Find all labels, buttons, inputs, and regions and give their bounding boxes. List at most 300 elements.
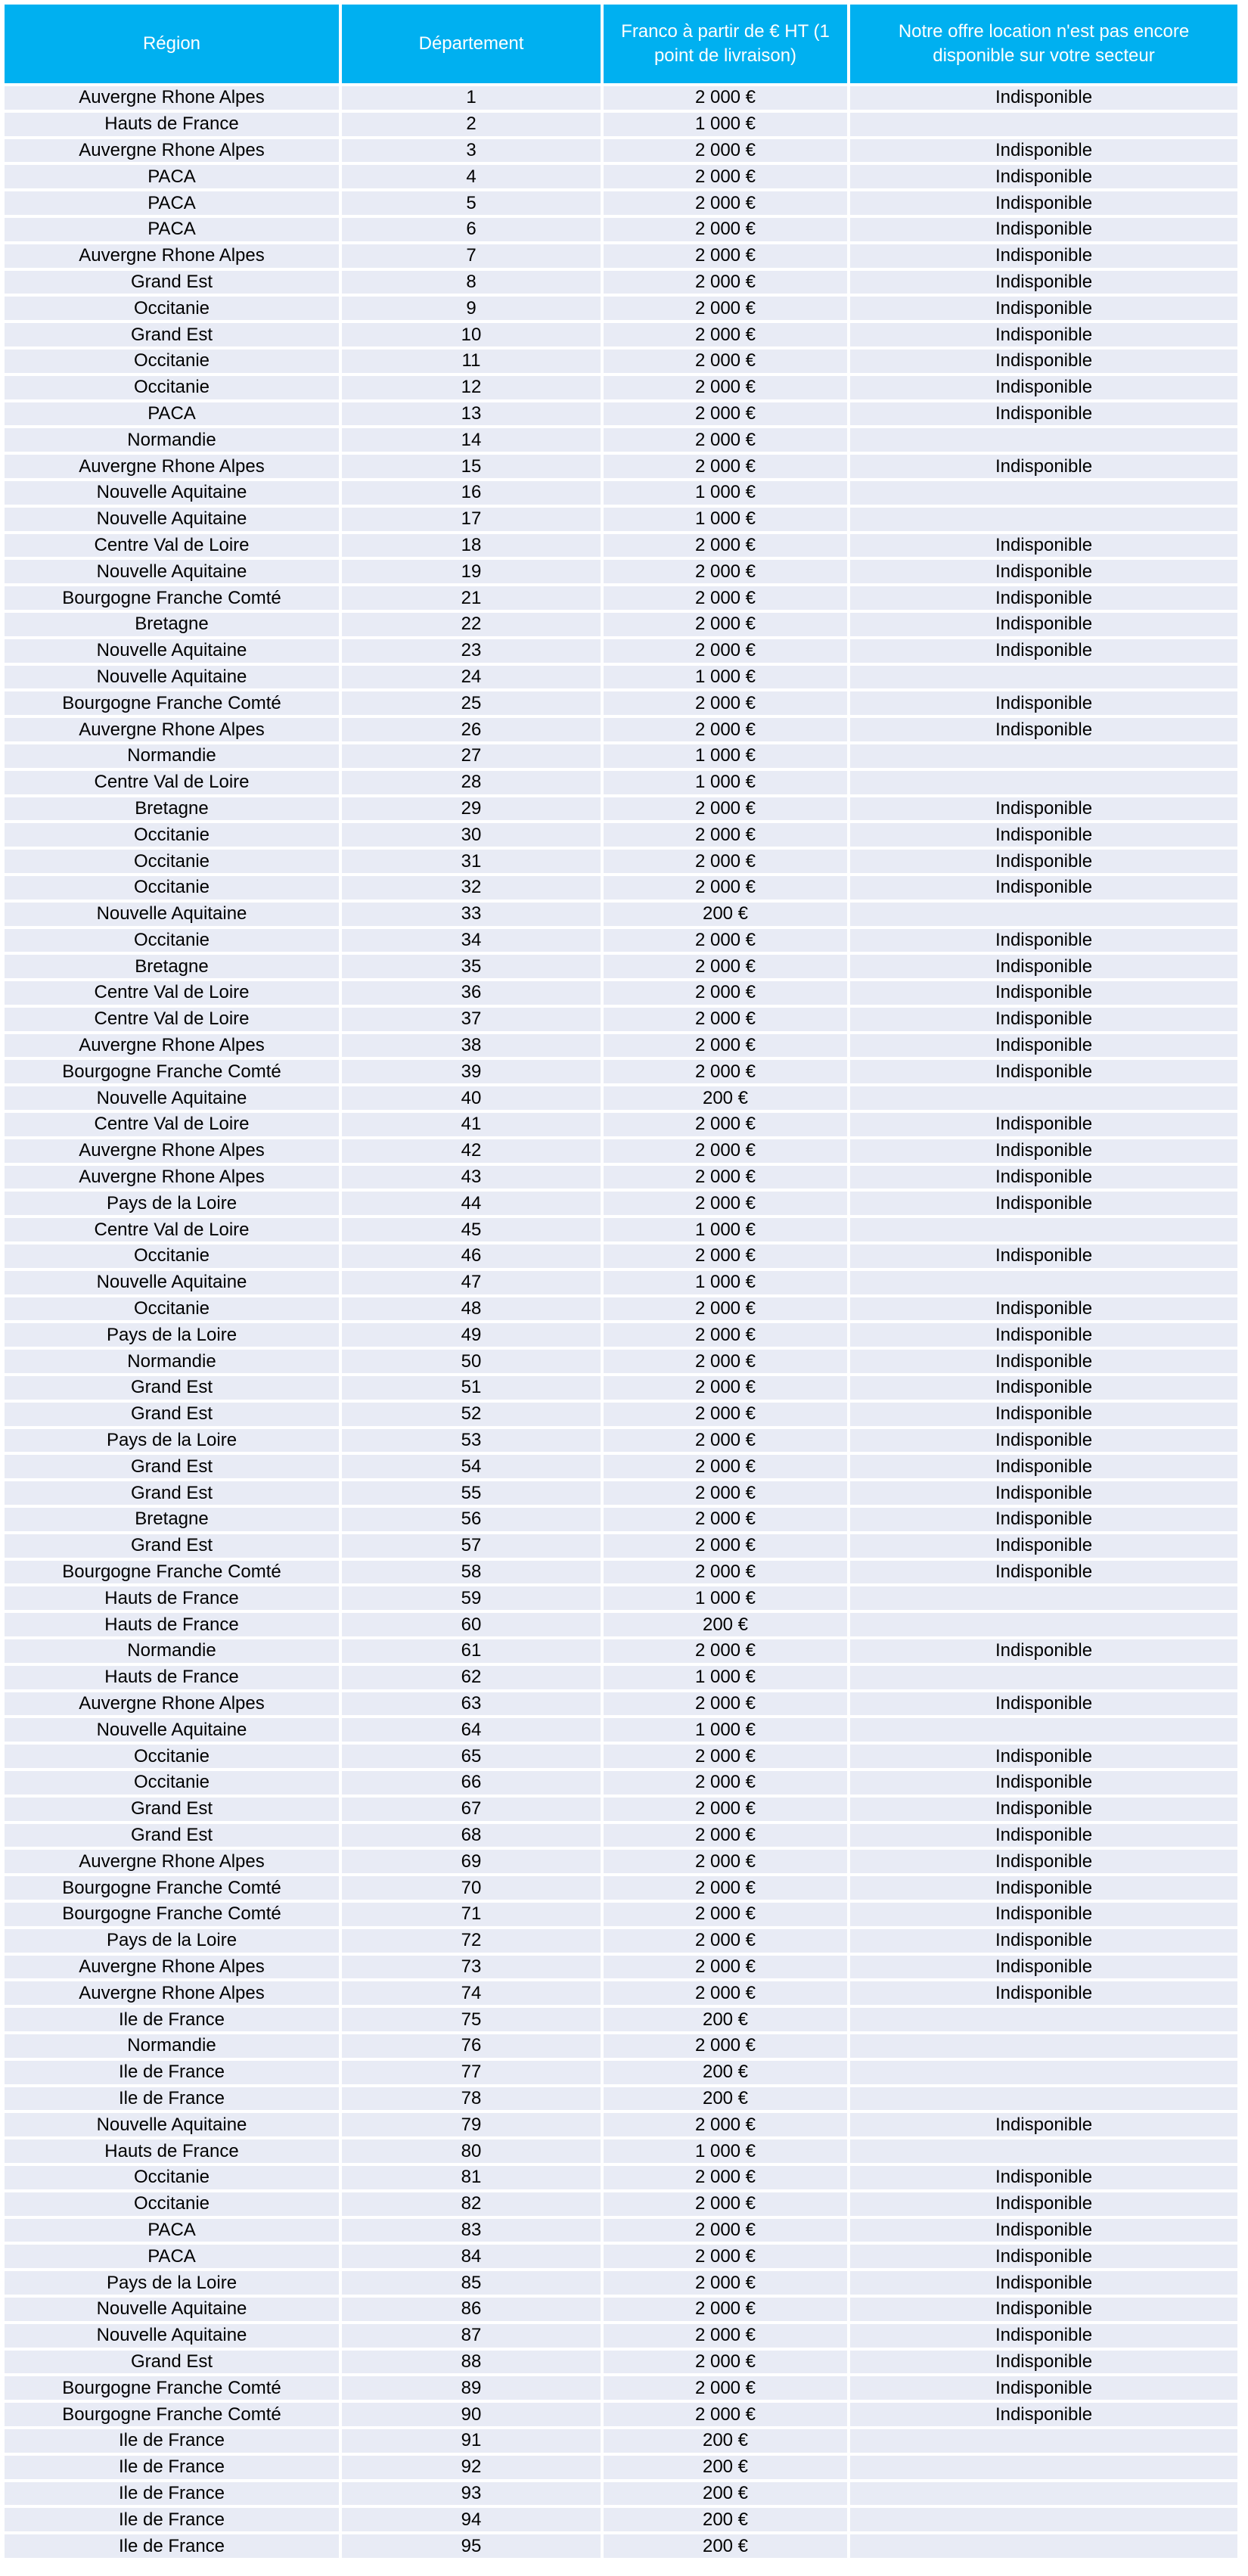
cell-region: Ile de France [5, 2061, 339, 2084]
cell-departement: 71 [342, 1903, 601, 1926]
cell-franco: 2 000 € [604, 1692, 847, 1716]
cell-region: Bretagne [5, 797, 339, 821]
table-row [5, 1271, 1237, 1294]
cell-departement: 48 [342, 1297, 601, 1321]
cell-franco: 2 000 € [604, 218, 847, 241]
table-row [5, 2482, 1237, 2506]
cell-franco: 2 000 € [604, 1455, 847, 1478]
cell-franco: 200 € [604, 2061, 847, 2084]
cell-franco: 2 000 € [604, 271, 847, 294]
cell-disponibilite: Indisponible [850, 1692, 1237, 1716]
cell-departement: 76 [342, 2034, 601, 2058]
cell-departement: 83 [342, 2219, 601, 2242]
cell-departement: 28 [342, 771, 601, 794]
cell-region: Ile de France [5, 2008, 339, 2031]
cell-departement: 38 [342, 1034, 601, 1058]
header-region: Région [5, 5, 339, 83]
cell-disponibilite: Indisponible [850, 1034, 1237, 1058]
table-row [5, 2351, 1237, 2374]
cell-departement: 66 [342, 1771, 601, 1794]
cell-disponibilite: Indisponible [850, 376, 1237, 399]
cell-disponibilite [850, 428, 1237, 452]
cell-franco: 200 € [604, 2429, 847, 2453]
cell-departement: 7 [342, 244, 601, 268]
table-row [5, 218, 1237, 241]
cell-region: Bourgogne Franche Comté [5, 1876, 339, 1900]
header-franco: Franco à partir de € HT (1 point de livraison) [604, 5, 847, 83]
cell-franco: 2 000 € [604, 2351, 847, 2374]
cell-franco: 2 000 € [604, 1981, 847, 2005]
cell-departement: 84 [342, 2245, 601, 2268]
cell-region: Auvergne Rhone Alpes [5, 1139, 339, 1163]
cell-departement: 65 [342, 1745, 601, 1768]
cell-region: Hauts de France [5, 1666, 339, 1689]
table-row [5, 481, 1237, 505]
cell-region: Normandie [5, 428, 339, 452]
cell-franco: 2 000 € [604, 2034, 847, 2058]
cell-region: Occitanie [5, 929, 339, 952]
cell-departement: 37 [342, 1008, 601, 1031]
cell-franco: 2 000 € [604, 428, 847, 452]
cell-franco: 2 000 € [604, 1639, 847, 1663]
cell-franco: 2 000 € [604, 1166, 847, 1189]
cell-disponibilite: Indisponible [850, 1139, 1237, 1163]
cell-franco: 2 000 € [604, 929, 847, 952]
cell-departement: 43 [342, 1166, 601, 1189]
cell-departement: 25 [342, 691, 601, 715]
cell-region: Nouvelle Aquitaine [5, 1086, 339, 1110]
cell-departement: 52 [342, 1403, 601, 1426]
cell-region: Pays de la Loire [5, 1323, 339, 1347]
cell-departement: 12 [342, 376, 601, 399]
cell-disponibilite [850, 1666, 1237, 1689]
table-row [5, 666, 1237, 689]
cell-departement: 21 [342, 586, 601, 610]
cell-region: Grand Est [5, 1403, 339, 1426]
cell-disponibilite: Indisponible [850, 1561, 1237, 1584]
cell-franco: 2 000 € [604, 1060, 847, 1083]
cell-franco: 2 000 € [604, 534, 847, 558]
cell-region: Occitanie [5, 1297, 339, 1321]
cell-disponibilite [850, 508, 1237, 531]
table-row [5, 1771, 1237, 1794]
cell-region: Nouvelle Aquitaine [5, 1718, 339, 1742]
cell-franco: 2 000 € [604, 981, 847, 1005]
table-row [5, 2113, 1237, 2136]
cell-departement: 77 [342, 2061, 601, 2084]
table-row [5, 1429, 1237, 1453]
cell-disponibilite: Indisponible [850, 1956, 1237, 1979]
cell-departement: 85 [342, 2271, 601, 2295]
cell-region: Bourgogne Franche Comté [5, 1903, 339, 1926]
cell-region: Auvergne Rhone Alpes [5, 139, 339, 163]
cell-franco: 2 000 € [604, 1561, 847, 1584]
cell-region: Centre Val de Loire [5, 1008, 339, 1031]
cell-disponibilite: Indisponible [850, 1824, 1237, 1847]
cell-franco: 2 000 € [604, 376, 847, 399]
cell-franco: 2 000 € [604, 955, 847, 978]
cell-disponibilite [850, 903, 1237, 926]
table-row [5, 2008, 1237, 2031]
cell-departement: 73 [342, 1956, 601, 1979]
cell-disponibilite [850, 2008, 1237, 2031]
cell-franco: 2 000 € [604, 191, 847, 215]
cell-franco: 2 000 € [604, 1008, 847, 1031]
cell-disponibilite: Indisponible [850, 534, 1237, 558]
cell-franco: 2 000 € [604, 1824, 847, 1847]
table-header [5, 5, 1237, 83]
table-row [5, 2166, 1237, 2189]
cell-disponibilite [850, 113, 1237, 136]
cell-franco: 2 000 € [604, 1297, 847, 1321]
cell-region: Bourgogne Franche Comté [5, 2376, 339, 2400]
cell-region: Centre Val de Loire [5, 981, 339, 1005]
cell-departement: 13 [342, 402, 601, 426]
cell-region: Hauts de France [5, 2139, 339, 2163]
cell-departement: 24 [342, 666, 601, 689]
cell-disponibilite: Indisponible [850, 560, 1237, 583]
cell-region: Auvergne Rhone Alpes [5, 1981, 339, 2005]
table-row [5, 2245, 1237, 2268]
cell-disponibilite: Indisponible [850, 297, 1237, 320]
cell-franco: 1 000 € [604, 666, 847, 689]
table-row [5, 1218, 1237, 1241]
cell-franco: 200 € [604, 2482, 847, 2506]
cell-franco: 2 000 € [604, 1403, 847, 1426]
cell-departement: 9 [342, 297, 601, 320]
cell-franco: 2 000 € [604, 1534, 847, 1558]
cell-disponibilite: Indisponible [850, 1508, 1237, 1531]
table-row [5, 744, 1237, 768]
header-row [5, 5, 1237, 83]
cell-franco: 2 000 € [604, 1903, 847, 1926]
table-row [5, 350, 1237, 373]
cell-disponibilite: Indisponible [850, 2245, 1237, 2268]
cell-region: Auvergne Rhone Alpes [5, 1850, 339, 1873]
cell-franco: 2 000 € [604, 1350, 847, 1373]
cell-franco: 200 € [604, 2087, 847, 2111]
cell-franco: 1 000 € [604, 113, 847, 136]
cell-disponibilite: Indisponible [850, 2271, 1237, 2295]
cell-departement: 72 [342, 1929, 601, 1953]
cell-region: Nouvelle Aquitaine [5, 903, 339, 926]
cell-departement: 61 [342, 1639, 601, 1663]
cell-franco: 2 000 € [604, 1850, 847, 1873]
table-row [5, 1718, 1237, 1742]
cell-franco: 1 000 € [604, 1218, 847, 1241]
cell-region: Normandie [5, 2034, 339, 2058]
cell-franco: 2 000 € [604, 86, 847, 110]
cell-disponibilite [850, 2034, 1237, 2058]
cell-disponibilite [850, 1271, 1237, 1294]
cell-departement: 91 [342, 2429, 601, 2453]
cell-franco: 2 000 € [604, 1956, 847, 1979]
cell-region: Pays de la Loire [5, 1429, 339, 1453]
cell-departement: 75 [342, 2008, 601, 2031]
cell-disponibilite: Indisponible [850, 2113, 1237, 2136]
cell-departement: 27 [342, 744, 601, 768]
cell-disponibilite: Indisponible [850, 586, 1237, 610]
cell-franco: 2 000 € [604, 297, 847, 320]
table-row [5, 2429, 1237, 2453]
cell-franco: 2 000 € [604, 823, 847, 847]
cell-disponibilite [850, 1218, 1237, 1241]
cell-region: Occitanie [5, 297, 339, 320]
cell-region: Grand Est [5, 1455, 339, 1478]
table-row [5, 929, 1237, 952]
cell-region: Auvergne Rhone Alpes [5, 86, 339, 110]
table-row [5, 903, 1237, 926]
cell-region: PACA [5, 2219, 339, 2242]
cell-franco: 2 000 € [604, 1508, 847, 1531]
cell-disponibilite: Indisponible [850, 1429, 1237, 1453]
cell-departement: 4 [342, 165, 601, 188]
cell-departement: 54 [342, 1455, 601, 1478]
cell-franco: 2 000 € [604, 1376, 847, 1400]
cell-departement: 16 [342, 481, 601, 505]
table-row [5, 876, 1237, 900]
cell-departement: 15 [342, 455, 601, 478]
cell-departement: 95 [342, 2534, 601, 2558]
cell-region: Normandie [5, 1350, 339, 1373]
cell-disponibilite: Indisponible [850, 929, 1237, 952]
table-row [5, 1323, 1237, 1347]
table-row [5, 1929, 1237, 1953]
cell-franco: 2 000 € [604, 402, 847, 426]
cell-departement: 1 [342, 86, 601, 110]
cell-departement: 35 [342, 955, 601, 978]
cell-region: Bretagne [5, 613, 339, 636]
cell-region: Auvergne Rhone Alpes [5, 1166, 339, 1189]
table-row [5, 244, 1237, 268]
cell-region: Bourgogne Franche Comté [5, 2403, 339, 2426]
cell-region: Nouvelle Aquitaine [5, 1271, 339, 1294]
cell-disponibilite: Indisponible [850, 955, 1237, 978]
header-departement: Département [342, 5, 601, 83]
table-row [5, 165, 1237, 188]
cell-disponibilite: Indisponible [850, 1008, 1237, 1031]
cell-franco: 2 000 € [604, 1929, 847, 1953]
cell-disponibilite: Indisponible [850, 191, 1237, 215]
table-row [5, 1350, 1237, 1373]
table-row [5, 1244, 1237, 1268]
cell-departement: 41 [342, 1113, 601, 1136]
table-row [5, 271, 1237, 294]
cell-franco: 2 000 € [604, 613, 847, 636]
cell-departement: 42 [342, 1139, 601, 1163]
cell-franco: 2 000 € [604, 850, 847, 873]
cell-region: Ile de France [5, 2534, 339, 2558]
cell-region: PACA [5, 218, 339, 241]
cell-departement: 8 [342, 271, 601, 294]
cell-departement: 26 [342, 718, 601, 741]
cell-region: Occitanie [5, 376, 339, 399]
cell-departement: 46 [342, 1244, 601, 1268]
cell-departement: 87 [342, 2324, 601, 2348]
cell-departement: 47 [342, 1271, 601, 1294]
table-row [5, 1508, 1237, 1531]
cell-franco: 200 € [604, 2008, 847, 2031]
cell-region: Auvergne Rhone Alpes [5, 1956, 339, 1979]
table-row [5, 2192, 1237, 2216]
cell-franco: 2 000 € [604, 350, 847, 373]
cell-disponibilite: Indisponible [850, 1798, 1237, 1821]
table-row [5, 1034, 1237, 1058]
cell-region: Auvergne Rhone Alpes [5, 455, 339, 478]
cell-disponibilite: Indisponible [850, 613, 1237, 636]
cell-departement: 22 [342, 613, 601, 636]
cell-region: Nouvelle Aquitaine [5, 560, 339, 583]
cell-disponibilite: Indisponible [850, 1876, 1237, 1900]
cell-departement: 63 [342, 1692, 601, 1716]
cell-disponibilite: Indisponible [850, 850, 1237, 873]
cell-departement: 18 [342, 534, 601, 558]
cell-region: PACA [5, 2245, 339, 2268]
table-row [5, 1481, 1237, 1505]
cell-region: Centre Val de Loire [5, 771, 339, 794]
cell-region: Nouvelle Aquitaine [5, 2298, 339, 2321]
cell-region: Nouvelle Aquitaine [5, 639, 339, 663]
cell-franco: 2 000 € [604, 2113, 847, 2136]
cell-departement: 58 [342, 1561, 601, 1584]
cell-region: Grand Est [5, 1481, 339, 1505]
cell-region: Auvergne Rhone Alpes [5, 718, 339, 741]
table-row [5, 771, 1237, 794]
cell-departement: 23 [342, 639, 601, 663]
table-row [5, 428, 1237, 452]
cell-franco: 200 € [604, 2534, 847, 2558]
table-row [5, 1666, 1237, 1689]
cell-franco: 2 000 € [604, 2245, 847, 2268]
table-row [5, 1113, 1237, 1136]
cell-departement: 53 [342, 1429, 601, 1453]
cell-region: Occitanie [5, 1745, 339, 1768]
cell-departement: 89 [342, 2376, 601, 2400]
cell-departement: 30 [342, 823, 601, 847]
table-row [5, 2324, 1237, 2348]
table-row [5, 2139, 1237, 2163]
table-row [5, 2061, 1237, 2084]
cell-region: Occitanie [5, 876, 339, 900]
table-row [5, 1139, 1237, 1163]
cell-region: Bourgogne Franche Comté [5, 586, 339, 610]
cell-region: Occitanie [5, 2166, 339, 2189]
cell-departement: 14 [342, 428, 601, 452]
cell-disponibilite: Indisponible [850, 218, 1237, 241]
cell-departement: 39 [342, 1060, 601, 1083]
cell-region: Pays de la Loire [5, 1192, 339, 1215]
cell-disponibilite: Indisponible [850, 271, 1237, 294]
cell-region: Hauts de France [5, 1586, 339, 1610]
cell-region: Grand Est [5, 1534, 339, 1558]
table-row [5, 586, 1237, 610]
cell-region: Grand Est [5, 1376, 339, 1400]
cell-disponibilite: Indisponible [850, 1534, 1237, 1558]
table-row [5, 1956, 1237, 1979]
cell-region: Occitanie [5, 2192, 339, 2216]
cell-region: Auvergne Rhone Alpes [5, 1034, 339, 1058]
cell-disponibilite [850, 666, 1237, 689]
cell-disponibilite: Indisponible [850, 1903, 1237, 1926]
table-row [5, 1586, 1237, 1610]
cell-disponibilite: Indisponible [850, 1981, 1237, 2005]
cell-disponibilite: Indisponible [850, 1481, 1237, 1505]
cell-departement: 56 [342, 1508, 601, 1531]
cell-region: Normandie [5, 1639, 339, 1663]
cell-departement: 79 [342, 2113, 601, 2136]
cell-departement: 17 [342, 508, 601, 531]
table-row [5, 1534, 1237, 1558]
cell-disponibilite [850, 1613, 1237, 1636]
table-row [5, 797, 1237, 821]
table-row [5, 613, 1237, 636]
table-row [5, 823, 1237, 847]
cell-region: Ile de France [5, 2087, 339, 2111]
cell-departement: 62 [342, 1666, 601, 1689]
cell-departement: 33 [342, 903, 601, 926]
cell-disponibilite: Indisponible [850, 2192, 1237, 2216]
cell-departement: 40 [342, 1086, 601, 1110]
cell-departement: 86 [342, 2298, 601, 2321]
table-row [5, 1403, 1237, 1426]
cell-region: Occitanie [5, 350, 339, 373]
cell-disponibilite: Indisponible [850, 1745, 1237, 1768]
cell-region: Pays de la Loire [5, 1929, 339, 1953]
cell-region: PACA [5, 402, 339, 426]
cell-disponibilite: Indisponible [850, 981, 1237, 1005]
cell-disponibilite: Indisponible [850, 1113, 1237, 1136]
cell-disponibilite [850, 1086, 1237, 1110]
table-row [5, 508, 1237, 531]
cell-departement: 81 [342, 2166, 601, 2189]
cell-disponibilite [850, 2429, 1237, 2453]
cell-disponibilite: Indisponible [850, 1060, 1237, 1083]
cell-disponibilite: Indisponible [850, 244, 1237, 268]
cell-disponibilite: Indisponible [850, 1376, 1237, 1400]
table-row [5, 2403, 1237, 2426]
cell-franco: 2 000 € [604, 1139, 847, 1163]
cell-departement: 90 [342, 2403, 601, 2426]
cell-disponibilite [850, 2482, 1237, 2506]
cell-franco: 1 000 € [604, 744, 847, 768]
cell-disponibilite: Indisponible [850, 1323, 1237, 1347]
table-row [5, 1798, 1237, 1821]
cell-disponibilite: Indisponible [850, 86, 1237, 110]
cell-departement: 45 [342, 1218, 601, 1241]
cell-departement: 59 [342, 1586, 601, 1610]
cell-disponibilite: Indisponible [850, 1455, 1237, 1478]
table-row [5, 1192, 1237, 1215]
cell-departement: 69 [342, 1850, 601, 1873]
table-row [5, 2376, 1237, 2400]
cell-departement: 68 [342, 1824, 601, 1847]
cell-region: Ile de France [5, 2508, 339, 2531]
cell-departement: 6 [342, 218, 601, 241]
cell-franco: 2 000 € [604, 1034, 847, 1058]
franco-table [2, 2, 1240, 2561]
cell-franco: 2 000 € [604, 1481, 847, 1505]
cell-franco: 2 000 € [604, 1798, 847, 1821]
table-row [5, 718, 1237, 741]
cell-region: PACA [5, 165, 339, 188]
cell-region: Occitanie [5, 1771, 339, 1794]
cell-departement: 94 [342, 2508, 601, 2531]
cell-region: Centre Val de Loire [5, 1113, 339, 1136]
cell-departement: 49 [342, 1323, 601, 1347]
cell-departement: 11 [342, 350, 601, 373]
cell-departement: 19 [342, 560, 601, 583]
cell-disponibilite: Indisponible [850, 1771, 1237, 1794]
